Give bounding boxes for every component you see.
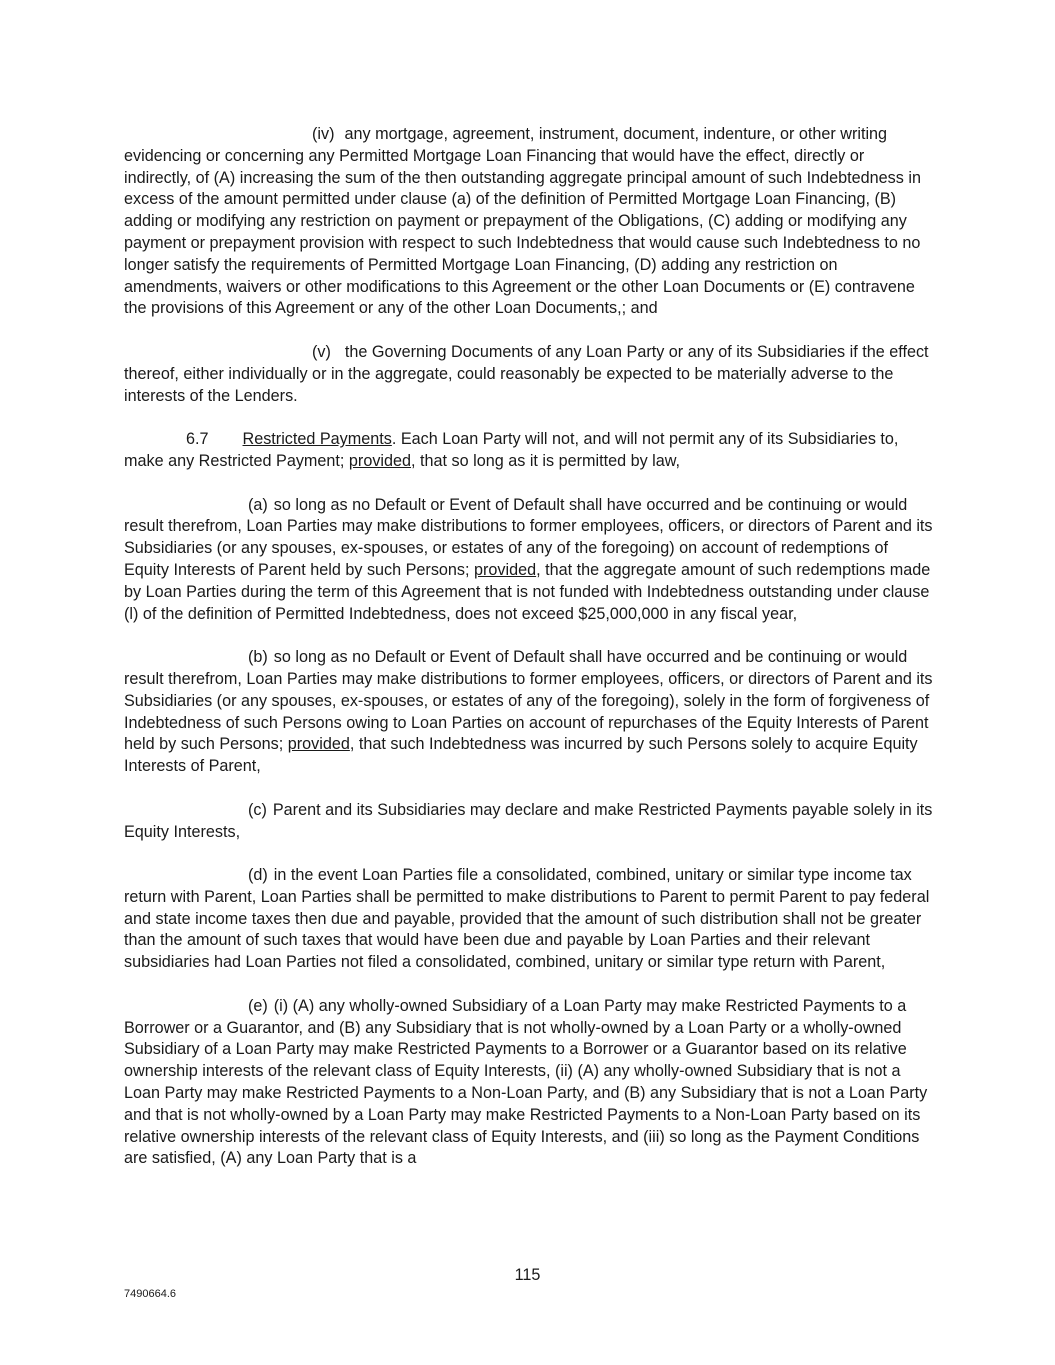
subclause-d xyxy=(124,865,934,974)
subclause-d-text: in the event Loan Parties file a consolidated, combined, unitary or similar type income tax return with Parent, Loan Parties shall be permitted to make distributions to Parent to permit Parent to pay federal and state income taxes then due and payable, provided that the amount of such distribution shall not be greater than the amount of such taxes that would have been due and payable by Loan Parties and their relevant subsidiaries had Loan Parties not filed a consolidated, combined, unitary or similar type return with Parent, xyxy=(124,866,930,972)
subclause-a-marker: (a) xyxy=(248,495,268,514)
subclause-c-marker: (c) xyxy=(248,800,267,819)
subclause-e-marker: (e) xyxy=(248,996,268,1015)
subclause-b-text-b: , that such Indebtedness was incurred by such Persons solely to acquire Equity Interests of Parent, xyxy=(124,735,918,776)
clause-v xyxy=(124,342,934,407)
document-body xyxy=(124,124,934,1192)
clause-v-text: the Governing Documents of any Loan Party or any of its Subsidiaries if the effect thereof, either individually or in the aggregate, could reasonably be expected to be materially adverse to the interests of the Lenders. xyxy=(124,342,929,405)
subclause-a xyxy=(124,495,934,626)
section-text-b: , that so long as it is permitted by law, xyxy=(411,451,681,470)
subclause-a-text-b: , that the aggregate amount of such redemptions made by Loan Parties during the term of this Agreement that is not funded with Indebtedness outstanding under clause (l) of the definition of Permitted Indebtedness, does not exceed $25,000,000 in any fiscal year, xyxy=(124,560,931,623)
clause-iv xyxy=(124,124,934,320)
section-6-7 xyxy=(124,429,934,473)
document-id: 7490664.6 xyxy=(124,1288,176,1300)
section-text-a: . Each Loan Party will not, and will not permit any of its Subsidiaries to, make any Restricted Payment; xyxy=(124,430,899,470)
section-provided: provided xyxy=(348,451,412,470)
subclause-b-marker: (b) xyxy=(248,648,268,667)
section-number: 6.7 xyxy=(186,430,209,449)
subclause-b-text-a: so long as no Default or Event of Default shall have occurred and be continuing or would result therefrom, Loan Parties may make distributions to former employees, officers, or directors of Parent and its Subsidiaries (or any spouses, ex-spouses, or estates of any of the foregoing), solely in the form of forgiveness of Indebtedness of such Persons owing to Loan Parties on account of repurchases of the Equity Interests of Parent held by such Persons; xyxy=(124,648,933,754)
subclause-c xyxy=(124,800,934,844)
subclause-a-provided: provided xyxy=(474,560,537,579)
subclause-a-text-a: so long as no Default or Event of Default shall have occurred and be continuing or would result therefrom, Loan Parties may make distributions to former employees, officers, or directors of Parent and its Subsidiaries (or any spouses, ex-spouses, or estates of any of the foregoing) on account of redemptions of Equity Interests of Parent held by such Persons; xyxy=(124,495,933,579)
subclause-e xyxy=(124,996,934,1170)
subclause-b-provided: provided xyxy=(287,735,350,754)
clause-iv-marker: (iv) xyxy=(312,125,335,143)
clause-iv-text: any mortgage, agreement, instrument, document, indenture, or other writing evidencing or concerning any Permitted Mortgage Loan Financing that would have the effect, directly or indirectly, of (A) increasing the sum of the then outstanding aggregate principal amount of such Indebtedness in excess of the amount permitted under clause (a) of the definition of Permitted Mortgage Loan Financing, (B) adding or modifying any restriction on payment or prepayment of the Obligations, (C) adding or modifying any payment or prepayment provision with respect to such Indebtedness that would cause such Indebtedness to no longer satisfy the requirements of Permitted Mortgage Loan Financing, (D) adding any restriction on amendments, waivers or other modifications to this Agreement or the other Loan Documents or (E) contravene the provisions of this Agreement or any of the other Loan Documents,; and xyxy=(124,125,921,318)
subclause-e-text: (i) (A) any wholly-owned Subsidiary of a Loan Party may make Restricted Payments to a Borrower or a Guarantor, and (B) any Subsidiary that is not wholly-owned by a Loan Party or a wholly-owned Subsidiary of a Loan Party may make Restricted Payments to a Borrower or a Guarantor based on its relative ownership interests of the relevant class of Equity Interests, (ii) (A) any wholly-owned Subsidiary that is not a Loan Party may make Restricted Payments to a Non-Loan Party, and (B) any Subsidiary that is not a Loan Party and that is not wholly-owned by a Loan Party may make Restricted Payments to a Non-Loan Party based on its relative ownership interests of the relevant class of Equity Interests, and (iii) so long as the Payment Conditions are satisfied, (A) any Loan Party that is a xyxy=(124,996,928,1168)
subclause-c-text: Parent and its Subsidiaries may declare and make Restricted Payments payable solely in its Equity Interests, xyxy=(124,800,933,841)
subclause-b xyxy=(124,647,934,778)
section-heading: Restricted Payments xyxy=(242,430,392,449)
clause-v-marker: (v) xyxy=(312,342,331,361)
page-number: 115 xyxy=(514,1266,541,1284)
subclause-d-marker: (d) xyxy=(248,866,268,885)
